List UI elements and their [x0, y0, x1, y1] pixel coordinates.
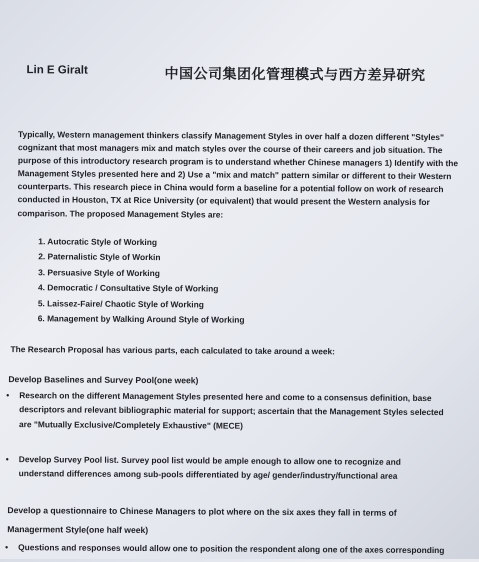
bullet-text: Questions and responses would allow one to position the respondent along one of the axes corresponding: [18, 542, 445, 556]
bullet-icon: •: [5, 542, 9, 553]
document-title: 中国公司集团化管理模式与西方差异研究: [164, 65, 426, 83]
bullet-text: Research on the different Management Styles presented here and come to a consensus definition, base descriptors and relevant bibliographic material for support; ascertain that the Management Styles selected are "Mutually Exclusive/Completely Exhaustive" (MECE): [19, 390, 444, 431]
bullet-icon: •: [5, 454, 9, 465]
bullet-item: [5, 540, 475, 558]
bullet-item: [6, 452, 476, 484]
list-item: 3. Persuasive Style of Working: [38, 267, 160, 278]
management-styles-list: [38, 234, 245, 328]
list-item: 2. Paternalistic Style of Workin: [38, 251, 161, 263]
bullet-item: [6, 388, 476, 434]
list-item: 5. Laissez-Faire/ Chaotic Style of Working: [37, 297, 204, 310]
author-name: Lin E Giralt: [26, 64, 88, 77]
section-heading-baselines: Develop Baselines and Survey Pool(one week): [8, 374, 199, 386]
document-header: [26, 64, 458, 89]
intro-paragraph: Typically, Western management thinkers classify Management Styles in over half a dozen different "Styles" cognizant that most managers mix and match styles over the course of their careers and job situation. The purpose of this introductory research program is to understand whether Chinese managers 1) Identify with the Management Styles presented here and 2) Use a "mix and match" pattern similar or different to their Western counterparts. This research piece in China would form a baseline for a potential follow on work of research conducted in Houston, TX at Rice University (or equivalent) that would present the Western analysis for comparison. The proposed Management Styles are:: [17, 129, 459, 220]
section-heading-questionnaire-cont: Managerment Style(one half week): [7, 524, 149, 536]
list-item: 1. Autocratic Style of Working: [38, 236, 158, 248]
bullet-icon: •: [6, 390, 10, 401]
proposal-sentence: The Research Proposal has various parts, each calculated to take around a week:: [10, 344, 336, 357]
bullet-text: Develop Survey Pool list. Survey pool list would be ample enough to allow one to recognize and understand differences among sub-pools differentiated by age/ gender/industry/functional area: [18, 454, 401, 482]
section-heading-questionnaire: Develop a questionnaire to Chinese Managers to plot where on the six axes they fall in terms of: [7, 505, 397, 518]
list-item: 6. Management by Walking Around Style of Working: [37, 313, 245, 325]
list-item: 4. Democratic / Consultative Style of Working: [37, 282, 219, 294]
